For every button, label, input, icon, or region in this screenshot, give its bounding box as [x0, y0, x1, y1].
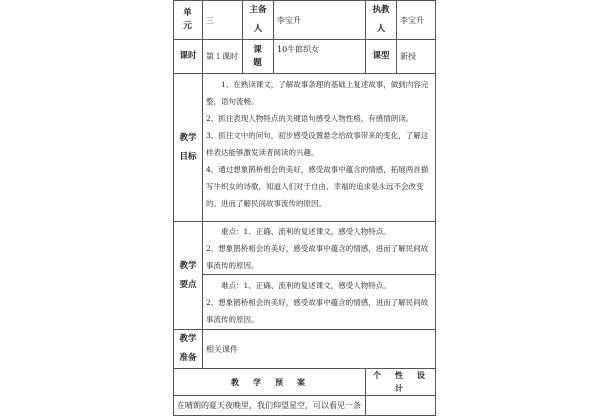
important-points-row — [174, 222, 436, 275]
topic-label: 课 题 — [243, 40, 274, 74]
prep-value: 相关课件 — [203, 330, 436, 369]
period-row — [174, 40, 436, 74]
personal-design-cell — [366, 396, 436, 416]
objective-item: 2、抓住表现人物特点的关键语句感受人物性格，有感情朗读。 — [206, 114, 414, 123]
unit-value: 三 — [203, 1, 243, 40]
lesson-plan-table — [173, 0, 439, 416]
personal-design-header: 个 性 设 计 — [366, 369, 436, 396]
important-points-content — [203, 222, 436, 275]
preparer-label: 主备人 — [243, 1, 274, 40]
unit-label: 单 元 — [174, 1, 203, 40]
difficult-points-content — [203, 275, 436, 330]
objective-item: 1、在熟读课文，了解故事条理的基础上复述故事，做到内容完整，语句流畅。 — [206, 80, 429, 106]
header-row — [174, 1, 436, 40]
body-row — [174, 396, 436, 416]
plan-body-text: 在晴朗的夏天夜晚里，我们仰望星空，可以看见一条 — [174, 396, 366, 416]
plan-header-row — [174, 369, 436, 396]
plan-header: 教 学 预 案 — [174, 369, 366, 396]
difficult-point: 2、想象鹊桥相会的美好，感受故事中蕴含的情感，进而了解民间故事流传的原因。 — [206, 298, 429, 324]
prep-row — [174, 330, 436, 369]
key-points-label: 教学要点 — [174, 222, 203, 330]
period-value: 第１课时 — [203, 40, 243, 74]
topic-value: 10牛郎织女 — [274, 40, 366, 74]
objective-item: 3、抓住文中的问句，初步感受设置悬念给故事带来的变化，了解这样表达能够激发读者阅读的兴趣。 — [206, 131, 429, 157]
period-label: 课时 — [174, 40, 203, 74]
difficult-points-row — [174, 275, 436, 330]
important-point: 重点：1、正确、流利的复述课文，感受人物特点。 — [221, 227, 391, 236]
preparer-value: 李宝升 — [274, 1, 366, 40]
objectives-row — [174, 74, 436, 222]
teacher-label: 执教人 — [366, 1, 397, 40]
type-value: 新授 — [397, 40, 436, 74]
objectives-label: 教学目标 — [174, 74, 203, 222]
difficult-point: 难点：1、正确、流利的复述课文，感受人物特点。 — [221, 281, 391, 290]
objectives-content — [203, 74, 436, 222]
type-label: 课型 — [366, 40, 397, 74]
objective-item: 4、通过想象鹊桥相会的美好，感受故事中蕴含的情感，拓展两首描写牛织女的诗歌，知道人们对于自由、幸福的追求是永远不会改变的。进而了解民间故事流传的原因。 — [206, 165, 429, 208]
important-point: 2、想象鹊桥相会的美好，感受故事中蕴含的情感，进而了解民间故事流传的原因。 — [206, 244, 429, 270]
prep-label: 教学准备 — [174, 330, 203, 369]
teacher-value: 李宝升 — [397, 1, 436, 40]
